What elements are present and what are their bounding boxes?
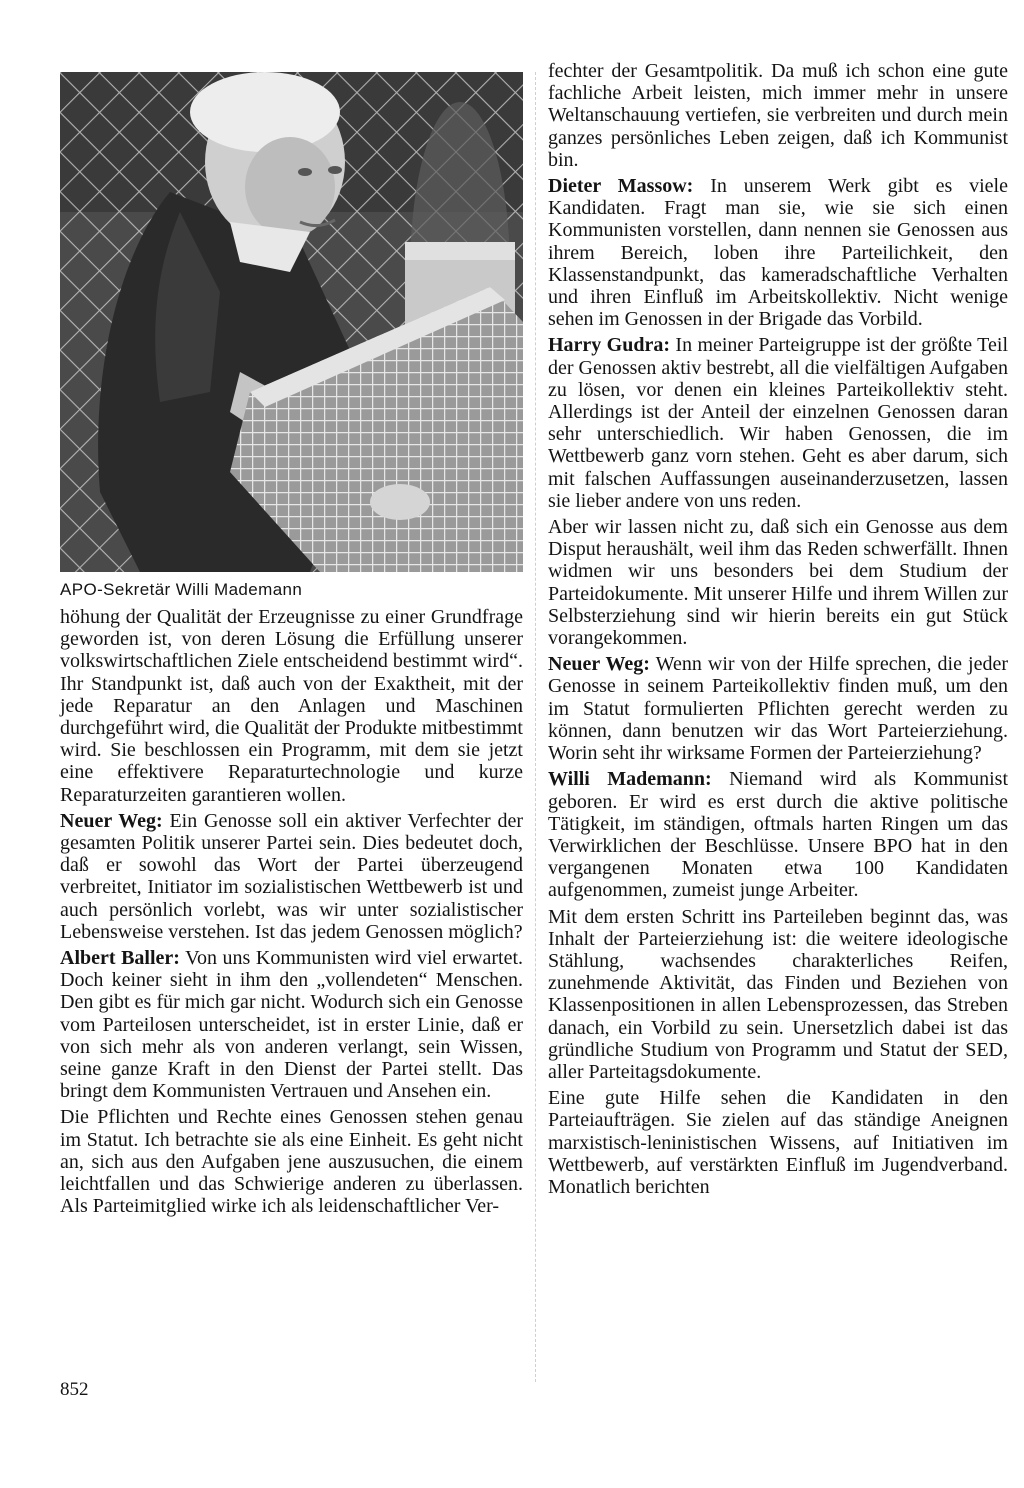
- page-number: 852: [60, 1379, 89, 1400]
- interview-paragraph: [548, 175, 1008, 330]
- speaker-text: In meiner Parteigruppe ist der größte Teil der Genossen aktiv bestrebt, all die vielfältigen Aufgaben zu lösen, vor denen ein kleines Parteikollektiv steht. Allerdings ist der Anteil der einzelnen Genossen daran sehr unterschiedlich. Wir haben Genossen, die im Wettbewerb ganz vorn stehen. Geht es aber darum, sich mit falschen Auffassungen auseinanderzusetzen, lassen sie lieber andere von uns reden.: [548, 334, 1008, 512]
- article-paragraph: Die Pflichten und Rechte eines Genossen stehen genau im Statut. Ich betrachte sie als eine Einheit. Es geht nicht an, sich aus den Aufgaben jene auszusuchen, die einem leichtfallen und das Schwierige anderen zu überlassen. Als Parteimitglied wirke ich als leidenschaftlicher Ver-: [60, 1106, 523, 1218]
- speaker-name: Albert Baller:: [60, 947, 180, 970]
- speaker-name: Neuer Weg:: [60, 809, 163, 832]
- speaker-name: Neuer Weg:: [548, 653, 650, 676]
- photo-caption: APO-Sekretär Willi Mademann: [60, 580, 303, 599]
- interview-paragraph: [548, 653, 1008, 764]
- speaker-text: Niemand wird als Kommunist geboren. Er wird es erst durch die aktive politische Tätigkeit, im ständigen, oftmals harten Ringen um das Verwirklichen der Beschlüsse. Unsere BPO hat in den vergangenen Monaten etwa 100 Kandidaten aufgenommen, zumeist junge Arbeiter.: [548, 768, 1008, 902]
- interview-paragraph: [60, 810, 523, 943]
- interview-paragraph: [548, 768, 1008, 901]
- speaker-name: Willi Mademann:: [548, 768, 712, 791]
- right-column: [548, 60, 1008, 1202]
- speaker-name: Harry Gudra:: [548, 334, 671, 357]
- speaker-name: Dieter Massow:: [548, 175, 694, 198]
- speaker-text: In unserem Werk gibt es viele Kandidaten. Fragt man sie, wie sie sich einen Kommunisten vorstellen, dann nennen sie Genossen aus ihrem Bereich, loben ihre Parteilichkeit, den Klassenstandpunkt, das kameradschaftliche Verhalten und ihren Einfluß im Arbeitskollektiv. Nicht wenige sehen im Genossen in der Brigade das Vorbild.: [548, 175, 1008, 331]
- speaker-text: Wenn wir von der Hilfe sprechen, die jeder Genosse in seinem Parteikollektiv finden muß, um den im Statut formulierten Pflichten gerecht werden zu können, dann benutzen wir das Wort Parteierziehung. Worin seht ihr wirksame Formen der Parteierziehung?: [548, 653, 1008, 765]
- photo-illustration: [60, 72, 523, 572]
- article-paragraph: Mit dem ersten Schritt ins Parteileben beginnt das, was Inhalt der Parteierziehung ist: die weitere ideologische Stählung, wachsendes charakterliches Reifen, zunehmende Aktivität, das Finden und Beziehen von Klassenpositionen in allen Lebensprozessen, das Streben danach, ein Vorbild zu sein. Unersetzlich dabei ist das gründliche Studium von Programm und Statut der SED, aller Parteitagsdokumente.: [548, 905, 1008, 1083]
- interview-paragraph: [60, 947, 523, 1102]
- article-paragraph: fechter der Gesamtpolitik. Da muß ich schon eine gute fachliche Arbeit leisten, mich immer mehr in unsere Weltanschauung vertiefen, sie verbreiten und durch mein ganzes persönliches Leben zeigen, daß ich Kommunist bin.: [548, 60, 1008, 171]
- left-column: [60, 72, 523, 1221]
- article-paragraph: höhung der Qualität der Erzeugnisse zu einer Grundfrage geworden ist, von deren Lösung die Erfüllung unserer volkswirtschaftlichen Ziele entscheidend bestimmt wird“. Ihr Standpunkt ist, daß auch von der Exaktheit, mit der jede Reparatur an den Anlagen und Maschinen durchgeführt wird, die Qualität der Produkte mitbestimmt wird. Sie beschlossen ein Programm, mit dem sie jetzt eine effektivere Reparaturtechnologie und kurze Reparaturzeiten garantieren wollen.: [60, 606, 523, 806]
- article-paragraph: Eine gute Hilfe sehen die Kandidaten in den Parteiaufträgen. Sie zielen auf das ständige Aneignen marxistisch-leninistischen Wissens, auf Initiativen im Wettbewerb, auf verstärkten Einfluß im Jugendverband. Monatlich berichten: [548, 1087, 1008, 1198]
- article-paragraph: Aber wir lassen nicht zu, daß sich ein Genosse aus dem Disput heraushält, weil ihm das Reden schwerfällt. Ihnen widmen wir uns besonders bei dem Studium der Parteidokumente. Mit unserer Hilfe und ihrem Willen zur Selbsterziehung sind wir hierin bereits ein gut Stück vorangekommen.: [548, 516, 1008, 650]
- speaker-text: Von uns Kommunisten wird viel erwartet. Doch keiner sieht in ihm den „vollendeten“ Menschen. Den gibt es für mich gar nicht. Wodurch sich ein Genosse vom Parteilosen unterscheidet, ist in erster Linie, daß er von sich mehr als von anderen verlangt, sein Wissen, seine ganze Kraft in den Dienst der Partei stellt. Das bringt dem Kommunisten Vertrauen und Ansehen ein.: [60, 947, 523, 1103]
- speaker-text: Ein Genosse soll ein aktiver Verfechter der gesamten Politik unserer Partei sein. Dies bedeutet doch, daß er sowohl das Wort der Partei überzeugend verbreitet, Initiator im sozialistischen Wettbewerb ist und auch persönlich vorlebt, was wir unter sozialistischer Lebensweise verstehen. Ist das jedem Genossen möglich?: [60, 809, 523, 943]
- column-divider: [535, 72, 536, 1382]
- portrait-photo: [60, 72, 523, 572]
- interview-paragraph: [548, 334, 1008, 512]
